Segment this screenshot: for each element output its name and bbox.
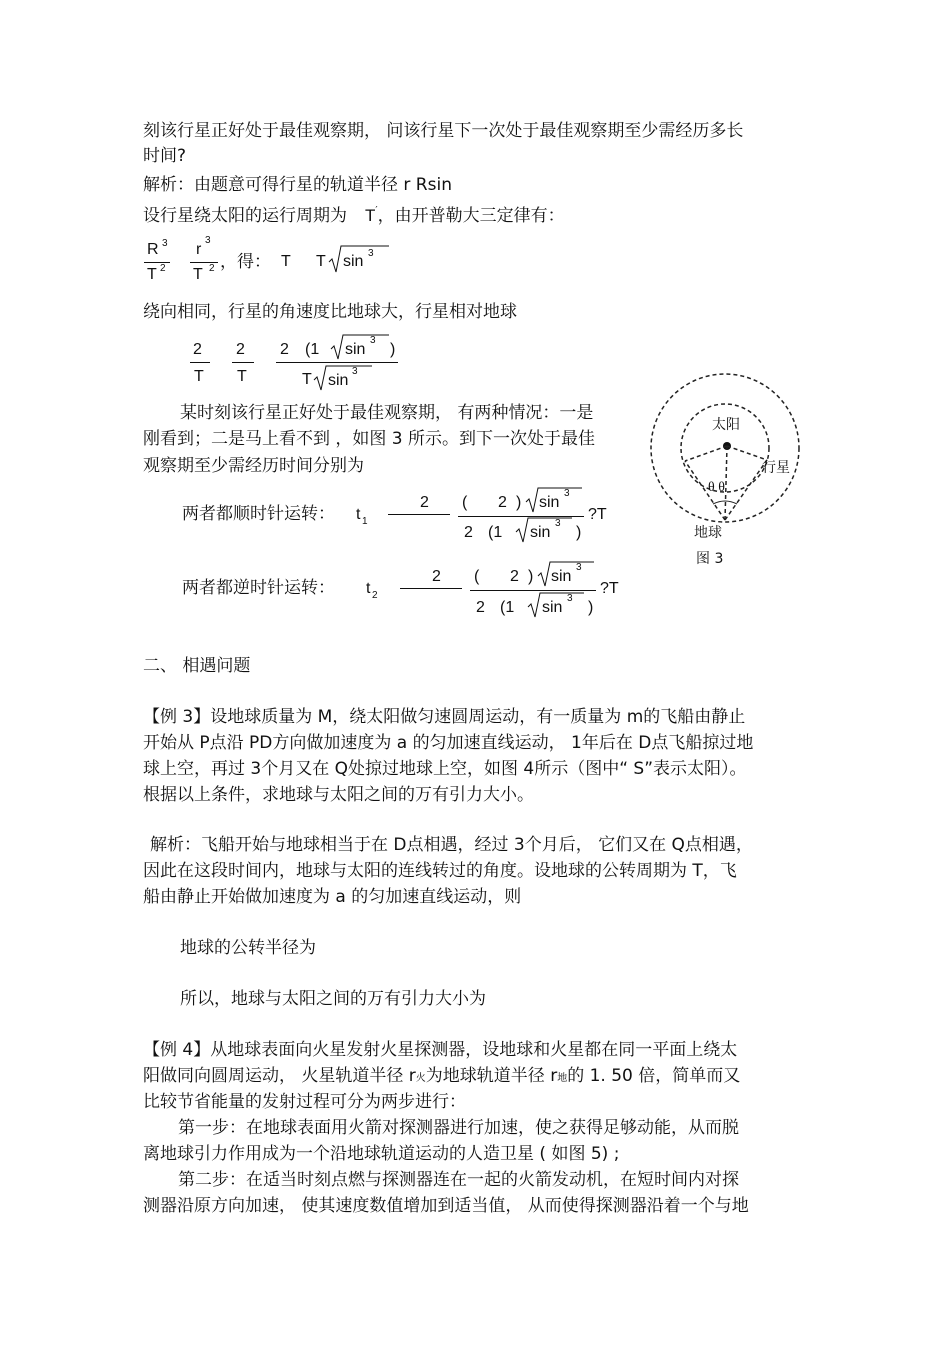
prime-mark: ′ xyxy=(375,205,378,216)
math-symbol: R xyxy=(147,241,159,258)
text-line: 绕向相同，行星的角速度比地球大，行星相对地球 xyxy=(143,302,517,322)
text-line: 根据以上条件，求地球与太阳之间的万有引力大小。 xyxy=(143,785,534,805)
label-earth: 地球 xyxy=(694,525,722,541)
math-symbol: 2 xyxy=(193,341,202,358)
formula-label: 两者都逆时针运转： xyxy=(182,578,335,598)
text-line: 球上空，再过 3个月又在 Q处掠过地球上空，如图 4所示（图中“ S”表示太阳）。 xyxy=(143,759,747,779)
math-symbol: 2 xyxy=(510,568,519,585)
text-line xyxy=(143,1066,740,1089)
math-symbol: ) xyxy=(516,494,522,511)
math-symbol: ( xyxy=(474,568,480,585)
math-symbol: 2 xyxy=(464,524,473,541)
math-subscript: 2 xyxy=(372,590,378,601)
text-line: 【例 4】从地球表面向火星发射火星探测器，设地球和火星都在同一平面上绕太 xyxy=(143,1040,738,1060)
math-exponent: 3 xyxy=(564,488,570,499)
text-line: 解析：由题意可得行星的轨道半径 r Rsin xyxy=(143,175,452,195)
text-line: 船由静止开始做加速度为 a 的匀加速直线运动，则 xyxy=(143,887,522,907)
math-exponent: 2 xyxy=(160,263,166,274)
math-exponent: 3 xyxy=(162,238,168,249)
label-sun: 太阳 xyxy=(712,417,740,433)
text-line: 比较节省能量的发射过程可分为两步进行： xyxy=(143,1092,466,1112)
text-fragment: 阳做同向圆周运动， 火星轨道半径 r xyxy=(143,1066,416,1086)
math-exponent: 3 xyxy=(205,235,211,246)
math-symbol: (1 xyxy=(488,524,503,541)
text-line: 时间? xyxy=(143,146,187,166)
math-exponent: 3 xyxy=(352,366,358,377)
math-symbol: ?T xyxy=(600,580,619,597)
math-symbol: ?T xyxy=(588,506,607,523)
math-symbol: ) xyxy=(588,599,594,616)
math-exponent: 3 xyxy=(567,593,573,604)
math-symbol: ( xyxy=(462,494,468,511)
figure-caption: 图 3 xyxy=(696,551,724,567)
text-line: 测器沿原方向加速， 使其速度数值增加到适当值， 从而使得探测器沿着一个与地 xyxy=(143,1196,749,1216)
text-line: 某时刻该行星正好处于最佳观察期， 有两种情况：一是 xyxy=(180,403,594,423)
math-symbol: ) xyxy=(528,568,534,585)
math-symbol: r xyxy=(196,241,202,258)
fraction-bar xyxy=(144,262,170,263)
text-line: 地球的公转半径为 xyxy=(180,938,316,958)
math-exponent: 3 xyxy=(368,248,374,259)
text-line: 离地球引力作用成为一个沿地球轨道运动的人造卫星 ( 如图 5) ; xyxy=(143,1144,620,1164)
text-line: 观察期至少需经历时间分别为 xyxy=(143,456,364,476)
math-symbol: (1 xyxy=(500,599,515,616)
fraction-bar xyxy=(400,588,462,589)
math-subscript: 1 xyxy=(362,516,368,527)
label-planet: 行星 xyxy=(762,460,790,476)
math-symbol: sin xyxy=(539,494,560,511)
subscript-mars: 火 xyxy=(415,1073,426,1084)
fraction-bar xyxy=(388,514,450,515)
math-exponent: 2 xyxy=(209,263,215,274)
math-symbol: 2 xyxy=(236,341,245,358)
math-exponent: 3 xyxy=(370,335,376,346)
label-theta: θ θ xyxy=(708,480,725,495)
math-symbol: 2 xyxy=(498,494,507,511)
math-exponent: 3 xyxy=(555,518,561,529)
math-symbol: T xyxy=(193,266,203,283)
earth-planet-line xyxy=(725,460,767,520)
math-symbol: t xyxy=(366,580,371,597)
math-symbol: ) xyxy=(390,341,396,358)
text-line: 因此在这段时间内，地球与太阳的连线转过的角度。设地球的公转周期为 T，飞 xyxy=(143,861,737,881)
text-fragment: 的 1. 50 倍，简单而又 xyxy=(567,1066,741,1086)
math-symbol: sin xyxy=(345,341,366,358)
text-fragment: 为地球轨道半径 r xyxy=(425,1066,558,1086)
text-line: 刻该行星正好处于最佳观察期， 问该行星下一次处于最佳观察期至少需经历多长 xyxy=(143,121,744,141)
math-symbol: sin xyxy=(542,599,563,616)
text-fragment: 设行星绕太阳的运行周期为 xyxy=(143,206,347,226)
math-symbol: t xyxy=(356,506,361,523)
text-line: 第二步：在适当时刻点燃与探测器连在一起的火箭发动机，在短时间内对探 xyxy=(178,1170,739,1190)
sun-planet-line xyxy=(685,446,727,461)
earth-sun-line xyxy=(725,446,727,520)
math-symbol: T xyxy=(237,368,247,385)
math-symbol: T xyxy=(281,253,291,270)
text-fragment: ，由开普勒大三定律有： xyxy=(377,206,565,226)
text-fragment: ，得： xyxy=(220,252,271,272)
math-symbol: sin xyxy=(343,253,364,270)
period-symbol: T xyxy=(365,206,376,225)
fraction-bar xyxy=(190,362,210,363)
math-exponent: 3 xyxy=(576,562,582,573)
section-title: 二、 相遇问题 xyxy=(143,656,251,676)
math-symbol: sin xyxy=(551,568,572,585)
text-line xyxy=(143,201,565,226)
math-symbol: sin xyxy=(530,524,551,541)
text-line: 解析：飞船开始与地球相当于在 D点相遇，经过 3个月后， 它们又在 Q点相遇， xyxy=(150,835,753,855)
fraction-bar xyxy=(232,362,254,363)
math-symbol: T xyxy=(194,368,204,385)
math-symbol: 2 xyxy=(420,494,429,511)
math-symbol: 2 xyxy=(280,341,289,358)
math-symbol: ) xyxy=(576,524,582,541)
math-symbol: T xyxy=(316,253,326,270)
math-symbol: T xyxy=(147,266,157,283)
math-symbol: 2 xyxy=(476,599,485,616)
text-line: 开始从 P点沿 PD方向做加速度为 a 的匀加速直线运动， 1年后在 D点飞船掠过地 xyxy=(143,733,754,753)
math-symbol: (1 xyxy=(305,341,320,358)
sun-planet-line xyxy=(727,446,767,460)
text-line: 刚看到；二是马上看不到 ，如图 3 所示。到下一次处于最佳 xyxy=(143,429,596,449)
math-symbol: sin xyxy=(328,372,349,389)
math-symbol: T xyxy=(302,371,312,388)
subscript-earth: 地 xyxy=(557,1073,568,1084)
fraction-bar xyxy=(276,362,398,363)
formula-label: 两者都顺时针运转： xyxy=(182,504,335,524)
text-line: 第一步：在地球表面用火箭对探测器进行加速，使之获得足够动能，从而脱 xyxy=(178,1118,739,1138)
text-line: 【例 3】设地球质量为 M，绕太阳做匀速圆周运动，有一质量为 m的飞船由静止 xyxy=(143,707,746,727)
math-symbol: 2 xyxy=(432,568,441,585)
orbit-diagram xyxy=(645,368,805,528)
text-line: 所以，地球与太阳之间的万有引力大小为 xyxy=(180,989,486,1009)
